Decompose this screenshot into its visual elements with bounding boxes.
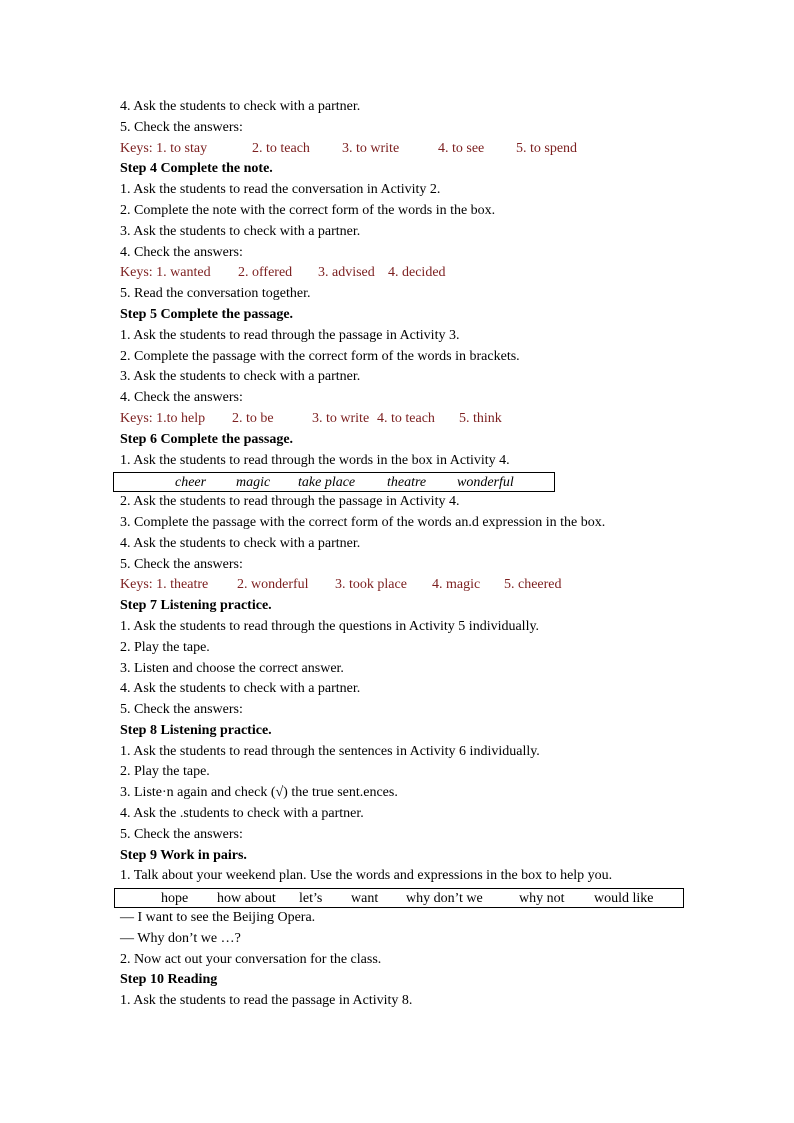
answer-key: 4. magic: [432, 577, 481, 593]
box-word: hope: [161, 890, 189, 906]
text-line: — I want to see the Beijing Opera.: [120, 910, 316, 926]
box-word: theatre: [387, 474, 427, 490]
text-line: 2. Ask the students to read through the passage in Activity 4.: [120, 494, 460, 510]
text-line: 4. Check the answers:: [120, 390, 243, 406]
answer-keys: [120, 263, 690, 284]
text-line: 2. Complete the note with the correct form of the words in the box.: [120, 202, 496, 218]
answer-key: 5. cheered: [504, 577, 562, 593]
answer-key: 5. think: [459, 410, 502, 426]
answer-key: 2. to be: [232, 410, 274, 426]
answer-key: Keys: 1. theatre: [120, 577, 209, 593]
text-line: 4. Ask the students to check with a partner.: [120, 681, 361, 697]
section-heading: Step 9 Work in pairs.: [120, 847, 247, 863]
answer-key: Keys: 1. to stay: [120, 140, 208, 156]
text-line: 5. Check the answers:: [120, 826, 243, 842]
answer-key: 4. decided: [388, 265, 446, 281]
text-line: 4. Ask the students to check with a partner.: [120, 535, 361, 551]
box-word: why not: [519, 890, 565, 906]
box-word: why don’t we: [406, 890, 483, 906]
answer-key: 3. took place: [335, 577, 407, 593]
answer-key: Keys: 1.to help: [120, 410, 206, 426]
section-heading: Step 8 Listening practice.: [120, 722, 272, 738]
answer-keys: [120, 139, 690, 160]
section-heading: Step 4 Complete the note.: [120, 161, 273, 177]
answer-key: 3. to write: [312, 410, 370, 426]
text-line: 1. Talk about your weekend plan. Use the words and expressions in the box to help you.: [120, 868, 613, 884]
text-line: 3. Liste·n again and check (√) the true sent.ences.: [120, 785, 398, 801]
text-line: 5. Check the answers:: [120, 119, 243, 135]
text-line: 2. Complete the passage with the correct form of the words in brackets.: [120, 348, 520, 364]
box-word: wonderful: [457, 474, 514, 490]
answer-key: 3. advised: [318, 265, 375, 281]
text-line: 4. Ask the students to check with a partner.: [120, 99, 361, 114]
text-line: 3. Ask the students to check with a partner.: [120, 369, 361, 385]
box-word: let’s: [299, 890, 323, 906]
answer-key: 2. to teach: [252, 140, 310, 156]
text-line: 1. Ask the students to read the passage in Activity 8.: [120, 993, 413, 1009]
answer-key: 2. wonderful: [237, 577, 309, 593]
text-line: 5. Check the answers:: [120, 702, 243, 718]
text-line: 3. Ask the students to check with a partner.: [120, 223, 361, 239]
text-line: 4. Check the answers:: [120, 244, 243, 260]
box-word: cheer: [175, 474, 207, 490]
text-line: 1. Ask the students to read through the sentences in Activity 6 individually.: [120, 743, 540, 759]
text-line: 4. Ask the .students to check with a partner.: [120, 806, 364, 822]
box-word: would like: [594, 890, 654, 906]
text-line: — Why don’t we …?: [120, 930, 241, 946]
box-word: want: [351, 890, 379, 906]
text-line: 2. Play the tape.: [120, 639, 210, 655]
answer-keys: [120, 409, 690, 430]
text-line: 1. Ask the students to read through the words in the box in Activity 4.: [120, 452, 510, 468]
word-box: [114, 888, 684, 908]
text-line: 2. Now act out your conversation for the class.: [120, 951, 382, 967]
answer-key: 4. to see: [438, 140, 485, 156]
text-line: 5. Check the answers:: [120, 556, 243, 572]
text-line: 1. Ask the students to read through the passage in Activity 3.: [120, 327, 460, 343]
box-word: how about: [217, 890, 276, 906]
section-heading: Step 7 Listening practice.: [120, 598, 272, 614]
answer-keys: [120, 575, 690, 596]
section-heading: Step 10 Reading: [120, 972, 218, 988]
document-body: [120, 97, 690, 1012]
section-heading: Step 5 Complete the passage.: [120, 306, 294, 322]
text-line: 3. Complete the passage with the correct form of the words an.d expression in the box.: [120, 514, 606, 530]
answer-key: 3. to write: [342, 140, 400, 156]
text-line: 5. Read the conversation together.: [120, 286, 311, 302]
text-line: 1. Ask the students to read through the questions in Activity 5 individually.: [120, 618, 540, 634]
answer-key: 4. to teach: [377, 410, 435, 426]
text-line: 1. Ask the students to read the conversation in Activity 2.: [120, 182, 441, 198]
box-word: take place: [298, 474, 356, 490]
answer-key: 5. to spend: [516, 140, 578, 156]
section-heading: Step 6 Complete the passage.: [120, 431, 294, 447]
box-word: magic: [236, 474, 271, 490]
text-line: 2. Play the tape.: [120, 764, 210, 780]
text-line: 3. Listen and choose the correct answer.: [120, 660, 344, 676]
word-box: [113, 472, 555, 492]
answer-key: Keys: 1. wanted: [120, 265, 211, 281]
answer-key: 2. offered: [238, 265, 293, 281]
